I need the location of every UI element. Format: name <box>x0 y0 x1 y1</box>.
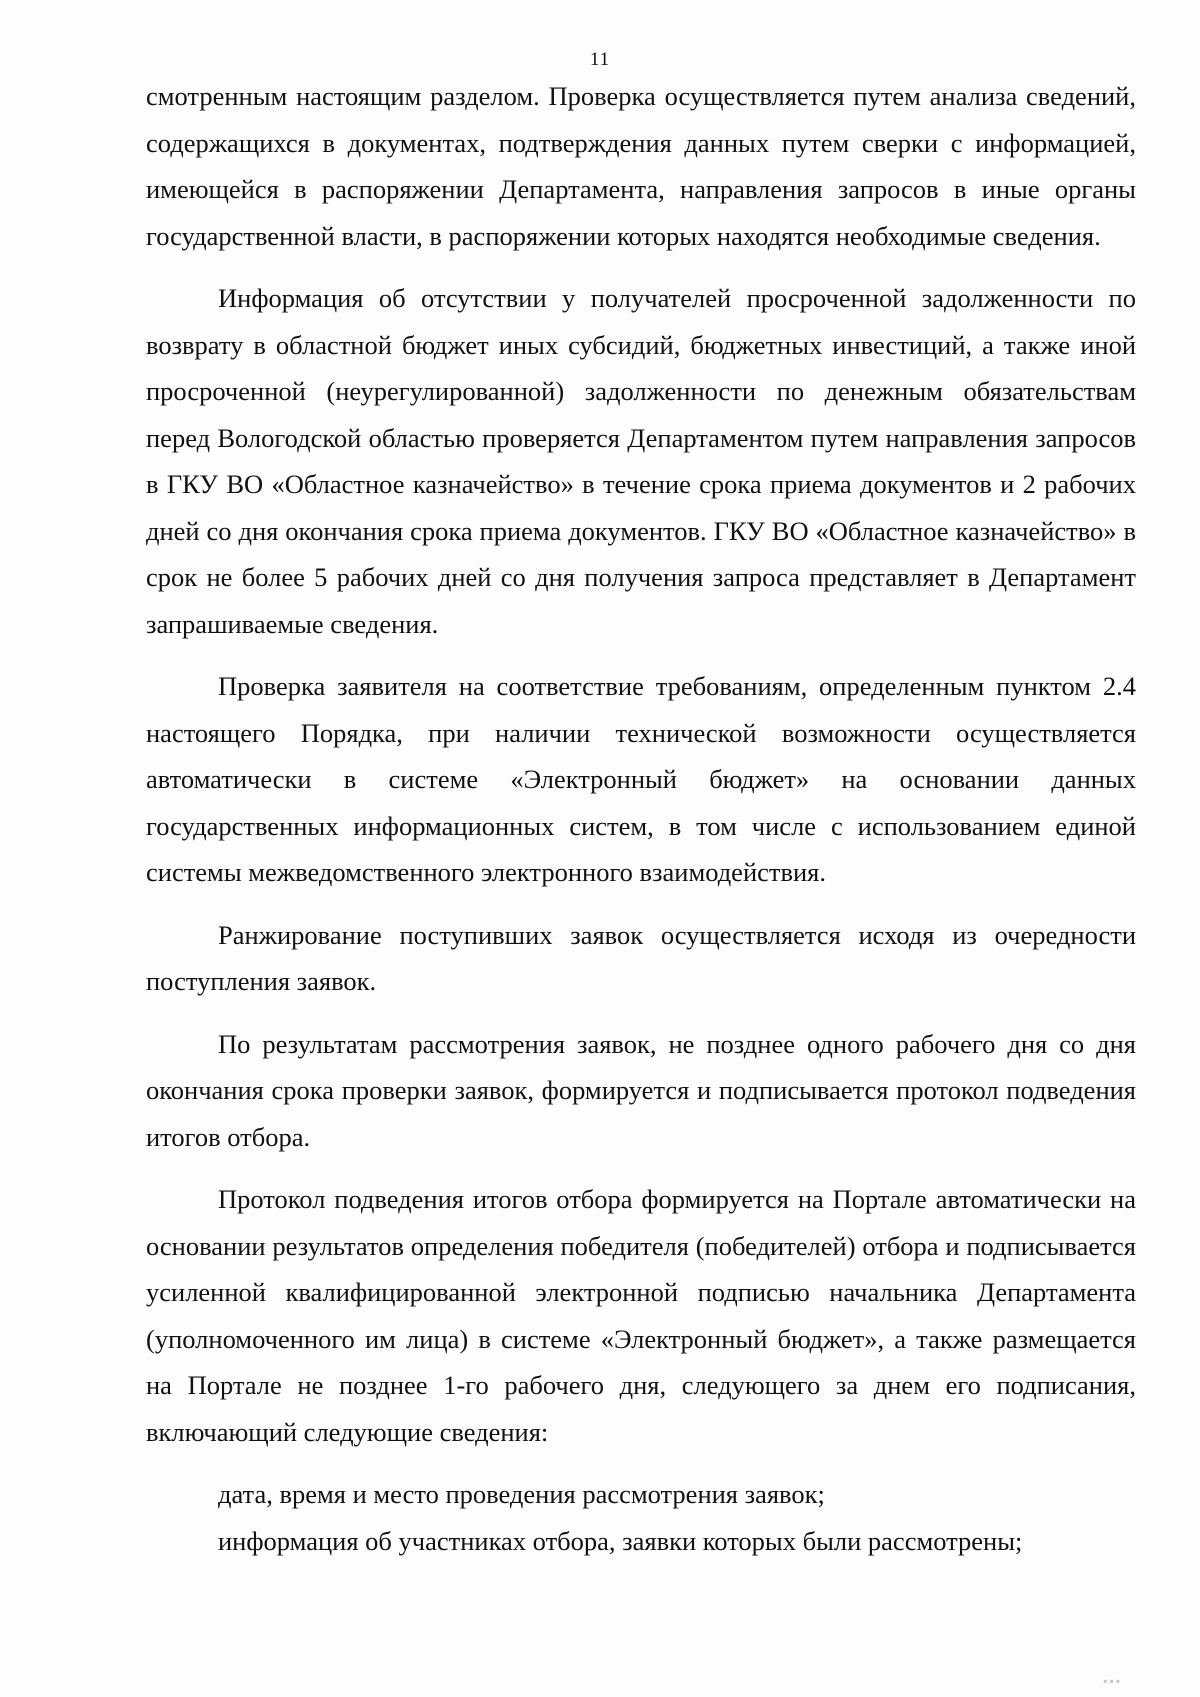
paragraph-review-results: По результатам рассмотрения заявок, не позднее одного рабочего дня со дня окончания срока проверки заявок, формируется и подписывается протокол подведения итогов отбора. <box>146 1028 1136 1152</box>
scan-mark-icon: ▪▪▪ <box>1103 1674 1122 1688</box>
paragraph-continuation: смотренным настоящим разделом. Проверка осуществляется путем анализа сведений, содержащихся в документах, подтверждения данных путем сверки с информацией, имеющейся в распоряжении Департамента, направления запросов в иные органы государственной власти, в распоряжении которых находятся необходимые сведения. <box>146 81 1136 251</box>
paragraph-ranking: Ранжирование поступивших заявок осуществляется исходя из очередности поступления заявок. <box>146 919 1136 996</box>
document-body <box>146 73 1136 1564</box>
paragraph-protocol: Протокол подведения итогов отбора формируется на Портале автоматически на основании результатов определения победителя (победителей) отбора и подписывается усиленной квалифицированной электронной подписью начальника Департамента (уполномоченного им лица) в системе «Электронный бюджет», а также размещается на Портале не позднее 1-го рабочего дня, следующего за днем его подписания, включающий следующие сведения: <box>146 1184 1136 1447</box>
list-item-participants: информация об участниках отбора, заявки которых были рассмотрены; <box>218 1525 1023 1556</box>
list-item-date-time-place: дата, время и место проведения рассмотрения заявок; <box>218 1479 825 1509</box>
paragraph-applicant-check: Проверка заявителя на соответствие требованиям, определенным пунктом 2.4 настоящего Порядка, при наличии технической возможности осуществляется автоматически в системе «Электронный бюджет» на основании данных государственных информационных систем, в том числе с использованием единой системы межведомственного электронного взаимодействия. <box>146 671 1136 887</box>
page-number: 11 <box>589 49 611 70</box>
paragraph-debt-check: Информация об отсутствии у получателей просроченной задолженности по возврату в областной бюджет иных субсидий, бюджетных инвестиций, а также иной просроченной (неурегулированной) задолженности по денежным обязательствам перед Вологодской областью проверяется Департаментом путем направления запросов в ГКУ ВО «Областное казначейство» в течение срока приема документов и 2 рабочих дней со дня окончания срока приема документов. ГКУ ВО «Областное казначейство» в срок не более 5 рабочих дней со дня получения запроса представляет в Департамент запрашиваемые сведения. <box>146 283 1136 639</box>
